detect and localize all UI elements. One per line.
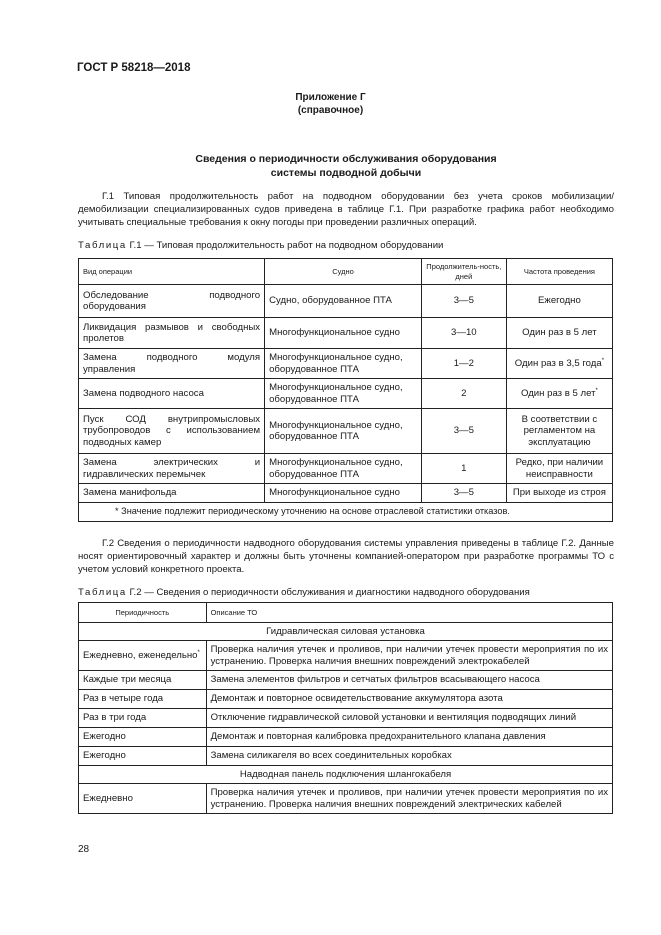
footnote-mark: *	[197, 649, 200, 656]
table2-caption-prefix: Таблица	[78, 587, 127, 598]
table2-caption-text: Г.2 — Сведения о периодичности обслуживания и диагностики надводного оборудования	[129, 587, 530, 598]
cell-frequency: Один раз в 5 лет	[506, 318, 612, 349]
table-row	[79, 484, 613, 503]
cell-vessel: Многофункциональное судно	[265, 318, 422, 349]
header-cell: Вид операции	[79, 259, 265, 285]
cell-operation: Ликвидация размывов и свободных пролетов	[79, 318, 265, 349]
cell-operation: Замена подводного модуля управления	[79, 349, 265, 379]
table-row	[79, 690, 613, 709]
table-row	[79, 409, 613, 454]
table-footnote	[79, 503, 613, 522]
cell-vessel: Многофункциональное судно, оборудованное ПТА	[265, 379, 422, 409]
cell-period: Ежедневно	[79, 784, 207, 814]
cell-vessel: Многофункциональное судно, оборудованное ПТА	[265, 454, 422, 484]
cell-operation: Обследование подводного оборудования	[79, 285, 265, 318]
table-row	[79, 784, 613, 814]
standard-number: ГОСТ Р 58218—2018	[77, 62, 191, 74]
cell-duration: 2	[421, 379, 506, 409]
footnote-mark: *	[595, 387, 598, 394]
cell-frequency-text: Один раз в 3,5 года	[514, 357, 602, 369]
table-row	[79, 641, 613, 671]
table-header-row	[79, 603, 613, 623]
table1-caption-text: Г.1 — Типовая продолжительность работ на подводном оборудовании	[129, 240, 444, 251]
cell-period: Раз в четыре года	[79, 690, 207, 709]
cell-vessel: Многофункциональное судно	[265, 484, 422, 503]
table-row	[79, 349, 613, 379]
table-section-row	[79, 623, 613, 641]
cell-period-text: Ежедневно, еженедельно	[83, 649, 198, 661]
table-row	[79, 285, 613, 318]
paragraph-g2-text: Г.2 Сведения о периодичности надводного оборудования системы управления приведены в таблице Г.2. Данные носят ориентировочный характер и должны быть уточнены компанией-оператором при разработке программы ТО с учетом условий конкретного проекта.	[78, 538, 614, 575]
cell-duration: 3—5	[421, 484, 506, 503]
footnote-mark: *	[601, 357, 605, 364]
cell-vessel: Многофункциональное судно, оборудованное ПТА	[265, 349, 422, 379]
section-heading: Надводная панель подключения шлангокабеля	[79, 766, 613, 784]
appendix-title: Приложение Г	[295, 92, 366, 103]
cell-description: Демонтаж и повторное освидетельствование аккумулятора азота	[206, 690, 612, 709]
cell-duration: 3—10	[421, 318, 506, 349]
table-footnote-row	[79, 503, 613, 522]
cell-operation: Замена манифольда	[79, 484, 265, 503]
section-title-line2: системы подводной добычи	[270, 167, 422, 179]
table-row	[79, 709, 613, 728]
table-header-row	[79, 259, 613, 285]
table-operations	[78, 258, 613, 522]
table1-caption	[78, 240, 443, 251]
cell-description: Проверка наличия утечек и проливов, при наличии утечек провести мероприятия по их устранению. Проверка наличия внешних повреждений электрокабелей	[206, 641, 612, 671]
cell-frequency-text: Один раз в 5 лет	[520, 387, 596, 399]
footnote-text: Значение подлежит периодическому уточнению на основе отраслевой статистики отказов.	[121, 506, 510, 517]
header-cell: Частота проведения	[506, 259, 612, 285]
header-cell: Судно	[265, 259, 422, 285]
cell-description: Демонтаж и повторная калибровка предохранительного клапана давления	[206, 728, 612, 747]
cell-period	[79, 641, 207, 671]
cell-frequency: Ежегодно	[506, 285, 612, 318]
table-row	[79, 747, 613, 766]
cell-description: Замена элементов фильтров и сетчатых фильтров всасывающего насоса	[206, 671, 612, 690]
page-number: 28	[78, 844, 90, 855]
cell-period: Каждые три месяца	[79, 671, 207, 690]
cell-vessel: Многофункциональное судно, оборудованное ПТА	[265, 409, 422, 454]
cell-duration: 1	[421, 454, 506, 484]
footnote-mark: *	[115, 506, 119, 517]
cell-operation: Пуск СОД внутрипромысловых трубопроводов с использованием подводных камер	[79, 409, 265, 454]
cell-frequency	[506, 349, 612, 379]
table-row	[79, 671, 613, 690]
cell-period: Ежегодно	[79, 728, 207, 747]
cell-frequency: Редко, при наличии неисправности	[506, 454, 612, 484]
table-row	[79, 379, 613, 409]
table-maintenance	[78, 602, 613, 814]
cell-duration: 3—5	[421, 409, 506, 454]
appendix-subtitle: (справочное)	[297, 105, 364, 116]
cell-period: Раз в три года	[79, 709, 207, 728]
cell-description: Проверка наличия утечек и проливов, при наличии утечек провести мероприятия по их устранению. Проверка наличия внешних повреждений электрических кабелей	[206, 784, 612, 814]
paragraph-g1	[78, 190, 614, 229]
table-section-row	[79, 766, 613, 784]
header-cell: Периодичность	[79, 603, 207, 623]
cell-frequency: В соответствии с регламентом на эксплуатацию	[506, 409, 612, 454]
cell-operation: Замена подводного насоса	[79, 379, 265, 409]
cell-period: Ежегодно	[79, 747, 207, 766]
paragraph-g2	[78, 537, 614, 576]
header-cell: Продолжитель-ность, дней	[421, 259, 506, 285]
paragraph-g1-text: Г.1 Типовая продолжительность работ на подводном оборудовании без учета сроков мобилизации/демобилизации специализированных судов приведена в таблице Г.1. При разработке графика работ необходимо учитывать специальные требования к окну погоды при проведении различных операций.	[78, 191, 614, 228]
header-cell: Описание ТО	[206, 603, 612, 623]
cell-frequency	[506, 379, 612, 409]
table2-caption	[78, 587, 530, 598]
cell-duration: 3—5	[421, 285, 506, 318]
cell-frequency: При выходе из строя	[506, 484, 612, 503]
table-row	[79, 318, 613, 349]
section-title-line1: Сведения о периодичности обслуживания оборудования	[195, 153, 497, 165]
cell-description: Замена силикагеля во всех соединительных коробках	[206, 747, 612, 766]
table-row	[79, 728, 613, 747]
section-heading: Гидравлическая силовая установка	[79, 623, 613, 641]
cell-duration: 1—2	[421, 349, 506, 379]
table-row	[79, 454, 613, 484]
table1-caption-prefix: Таблица	[78, 240, 127, 251]
cell-operation: Замена электрических и гидравлических перемычек	[79, 454, 265, 484]
cell-vessel: Судно, оборудованное ПТА	[265, 285, 422, 318]
cell-description: Отключение гидравлической силовой установки и вентиляция подводящих линий	[206, 709, 612, 728]
